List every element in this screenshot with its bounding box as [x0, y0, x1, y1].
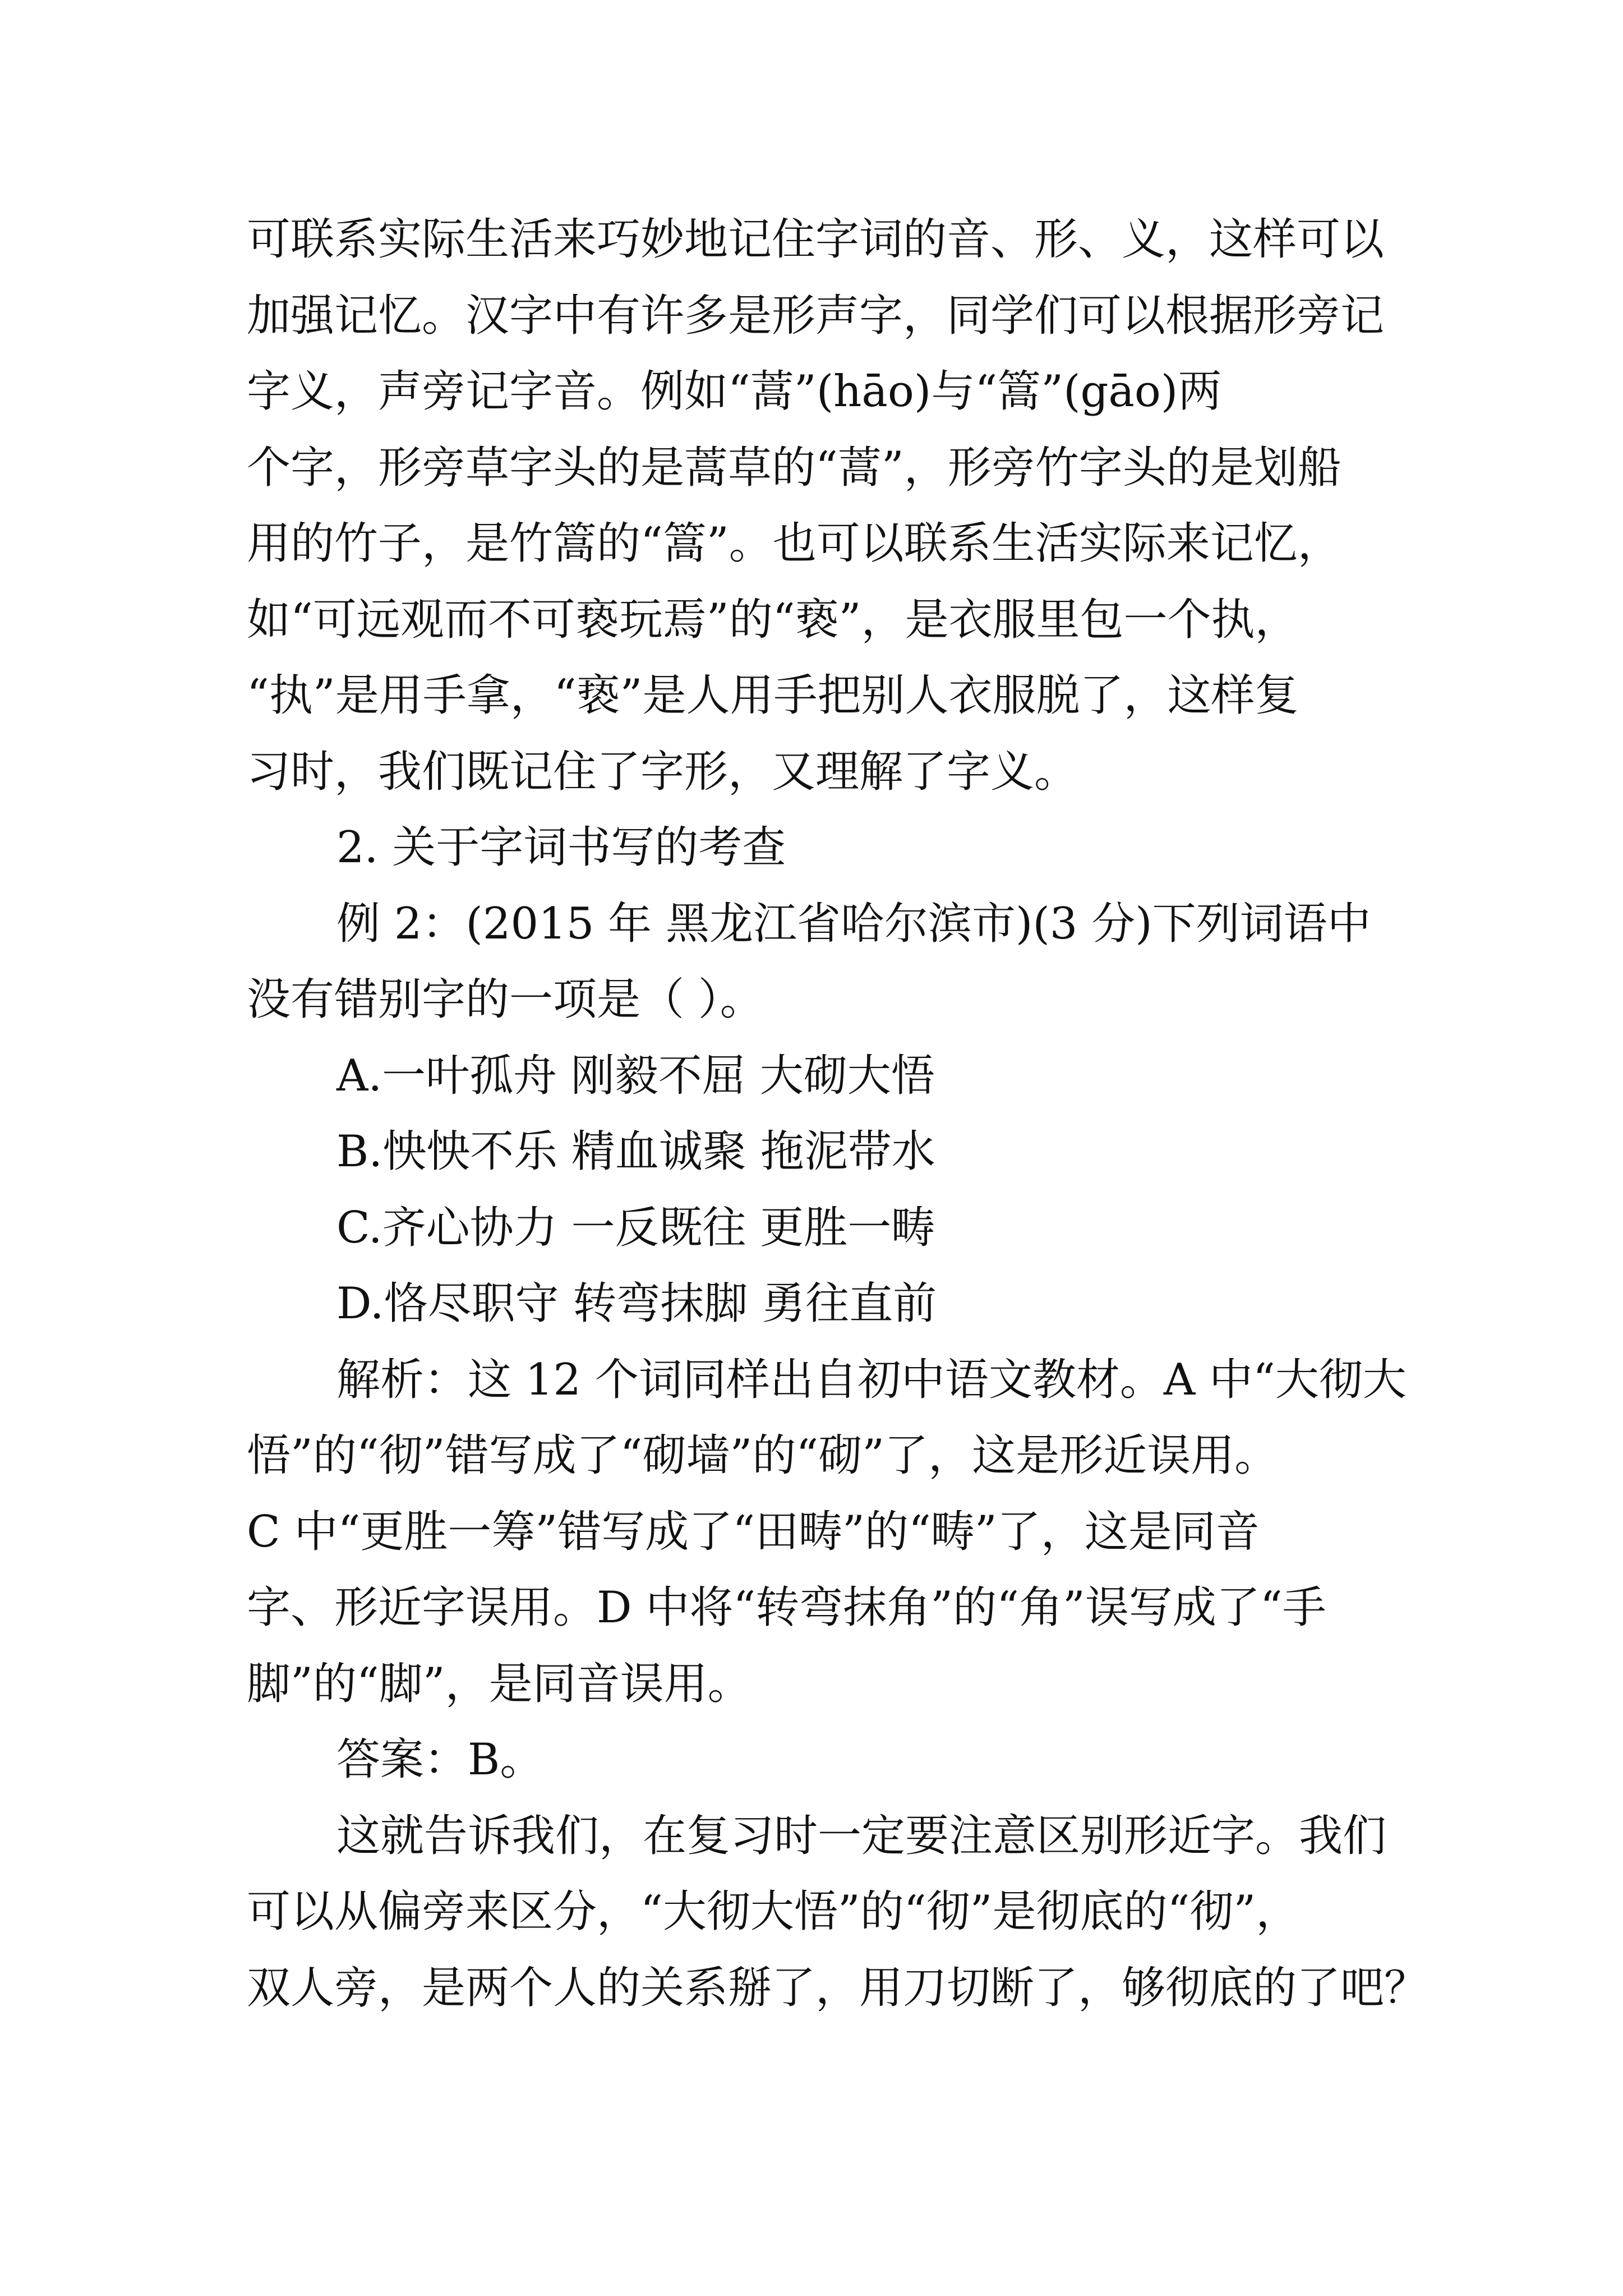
option-d: D.恪尽职守 转弯抹脚 勇往直前 — [336, 1278, 937, 1329]
option-b: B.怏怏不乐 精血诚聚 拖泥带水 — [336, 1126, 935, 1177]
text-line: 这就告诉我们，在复习时一定要注意区别形近字。我们 — [336, 1810, 1387, 1861]
analysis-text: 解析：这 12 个词同样出自初中语文教材。A 中“大彻大 — [336, 1354, 1407, 1405]
text-line: 双人旁，是两个人的关系掰了，用刀切断了，够彻底的了吧？ — [247, 1962, 1428, 2013]
text-line: 脚”的“脚”，是同音误用。 — [247, 1658, 751, 1709]
text-line: 悟”的“彻”错写成了“砌墙”的“砌”了，这是形近误用。 — [247, 1430, 1279, 1481]
text-line: 字、形近字误用。D 中将“转弯抹角”的“角”误写成了“手 — [247, 1582, 1326, 1633]
text-line: “执”是用手拿，“亵”是人用手把别人衣服脱了，这样复 — [247, 670, 1299, 721]
text-line: 个字，形旁草字头的是蒿草的“蒿”，形旁竹字头的是划船 — [247, 442, 1341, 493]
text-line: 习时，我们既记住了字形，又理解了字义。 — [247, 746, 1078, 797]
text-line: 没有错别字的一项是（ ）。 — [247, 974, 764, 1025]
text-line: 可联系实际生活来巧妙地记住字词的音、形、义，这样可以 — [247, 214, 1385, 265]
text-line: 可以从偏旁来区分，“大彻大悟”的“彻”是彻底的“彻”， — [247, 1887, 1300, 1937]
text-line: C 中“更胜一筹”错写成了“田畴”的“畴”了，这是同音 — [247, 1506, 1260, 1557]
text-line: 如“可远观而不可亵玩焉”的“亵”，是衣服里包一个执， — [247, 594, 1299, 645]
example-question: 例 2：(2015 年 黑龙江省哈尔滨市)(3 分)下列词语中 — [336, 898, 1371, 949]
text-line: 字义，声旁记字音。例如“蒿”(hāo)与“篙”(gāo)两 — [247, 366, 1222, 417]
text-line: 用的竹子，是竹篙的“篙”。也可以联系生活实际来记忆， — [247, 518, 1341, 569]
section-heading: 2. 关于字词书写的考查 — [336, 822, 786, 873]
option-a: A.一叶孤舟 刚毅不屈 大砌大悟 — [336, 1050, 935, 1101]
document-page — [247, 202, 1428, 2026]
answer-text: 答案：B。 — [336, 1734, 544, 1785]
option-c: C.齐心协力 一反既往 更胜一畴 — [336, 1202, 935, 1253]
text-line: 加强记忆。汉字中有许多是形声字，同学们可以根据形旁记 — [247, 290, 1385, 341]
